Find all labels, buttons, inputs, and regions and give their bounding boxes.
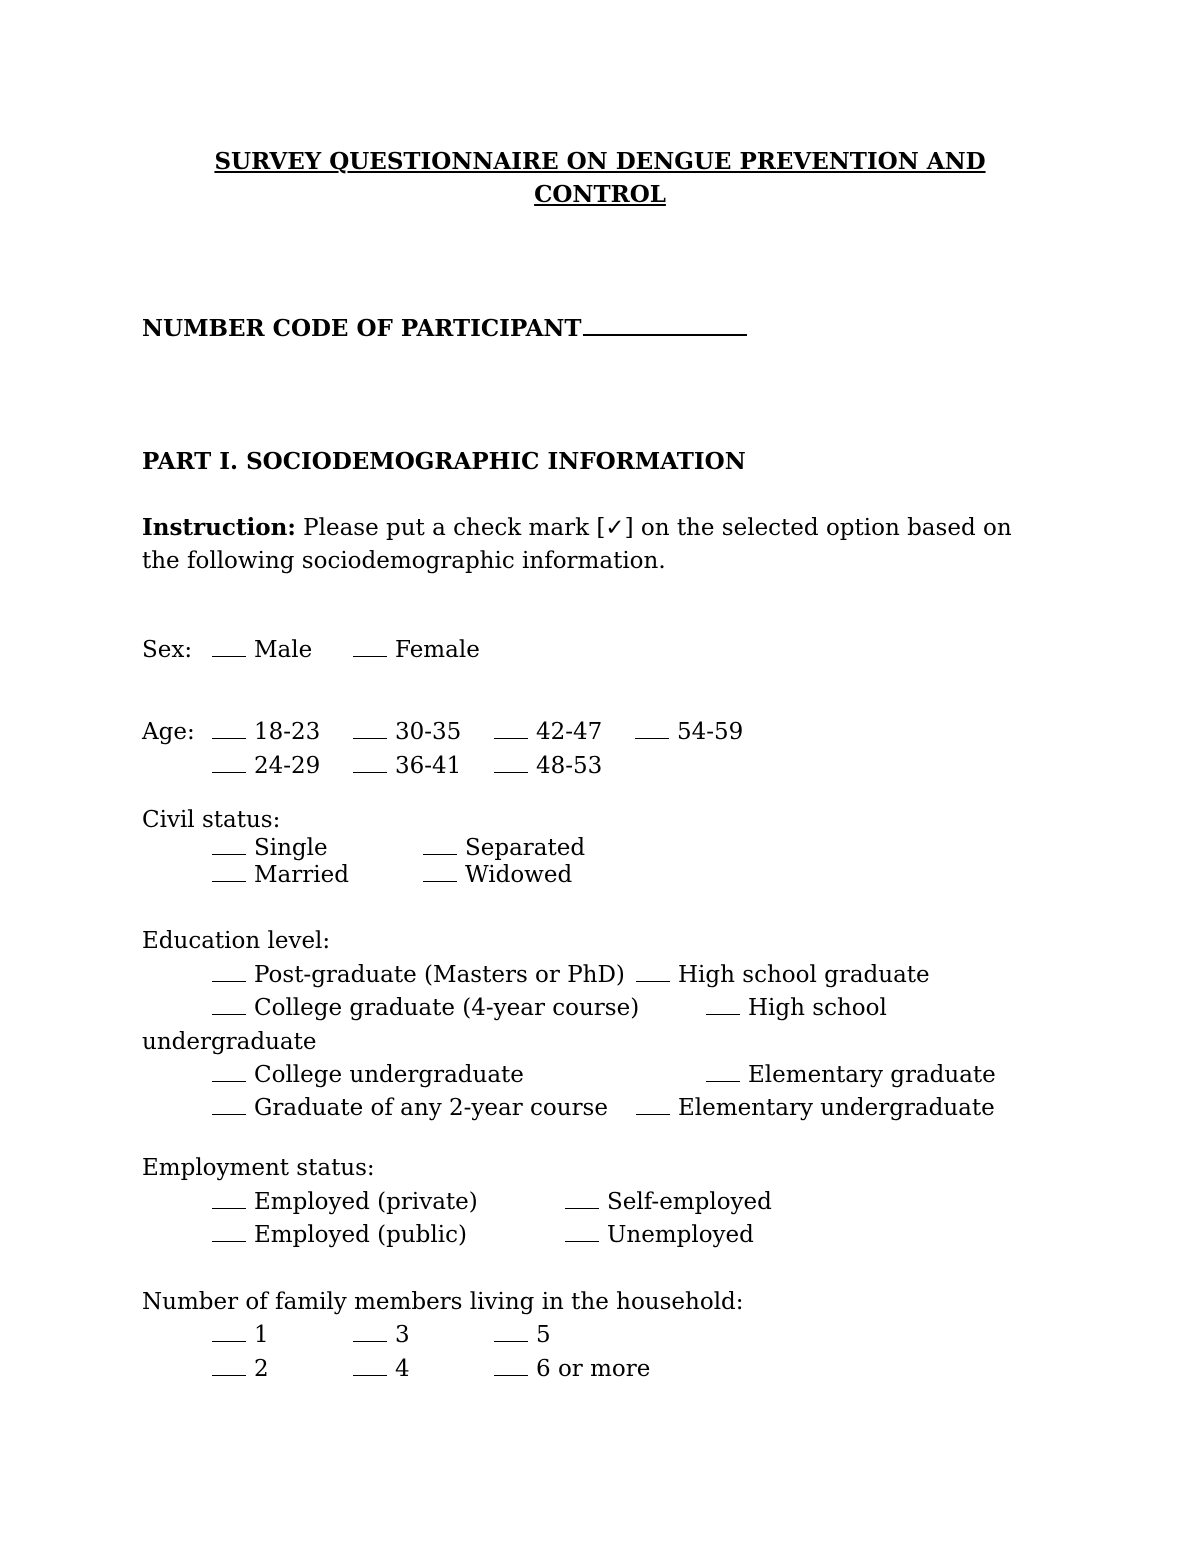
age-option-54-59[interactable] <box>635 721 743 744</box>
family-members-label: Number of family members living in the household: <box>142 1289 744 1315</box>
age-option-42-47[interactable] <box>494 721 602 744</box>
family-option-6-or-more[interactable] <box>494 1358 650 1381</box>
instruction-line-2: the following sociodemographic information. <box>142 548 666 574</box>
option-label: 6 or more <box>536 1356 651 1382</box>
family-option-1[interactable] <box>212 1324 269 1347</box>
sex-option-male[interactable] <box>212 639 312 662</box>
document-title-line-2: CONTROL <box>534 181 666 208</box>
checkbox-blank[interactable] <box>212 1113 246 1115</box>
checkbox-blank[interactable] <box>635 737 669 739</box>
option-label: 3 <box>395 1322 410 1348</box>
checkbox-blank[interactable] <box>212 1080 246 1082</box>
checkbox-blank[interactable] <box>212 1207 246 1209</box>
checkbox-blank[interactable] <box>565 1240 599 1242</box>
option-label: 4 <box>395 1356 410 1382</box>
option-label: Male <box>254 637 313 663</box>
education-label: Education level: <box>142 928 331 954</box>
checkbox-blank[interactable] <box>353 655 387 657</box>
option-label: Female <box>395 637 480 663</box>
age-option-24-29[interactable] <box>212 755 320 778</box>
option-label: 42-47 <box>536 719 603 745</box>
option-label: 1 <box>254 1322 269 1348</box>
civil-option-separated[interactable] <box>423 837 585 860</box>
education-option-college-undergraduate[interactable] <box>212 1064 524 1087</box>
employment-option-private[interactable] <box>212 1191 478 1214</box>
education-option-high-school-graduate[interactable] <box>636 964 930 987</box>
part-1-heading: PART I. SOCIODEMOGRAPHIC INFORMATION <box>142 448 746 475</box>
option-label: 24-29 <box>254 753 321 779</box>
checkbox-blank[interactable] <box>212 655 246 657</box>
checkbox-blank[interactable] <box>706 1013 740 1015</box>
participant-code-row <box>142 317 747 340</box>
education-option-elementary-graduate[interactable] <box>706 1064 996 1087</box>
option-label: Widowed <box>465 862 573 888</box>
checkbox-blank[interactable] <box>212 1240 246 1242</box>
instruction-text-1: Please put a check mark [✓] on the selected option based on <box>303 515 1012 541</box>
checkbox-blank[interactable] <box>212 880 246 882</box>
option-label: Elementary graduate <box>748 1062 996 1088</box>
option-label: High school graduate <box>678 962 930 988</box>
checkbox-blank[interactable] <box>353 1340 387 1342</box>
family-option-3[interactable] <box>353 1324 410 1347</box>
checkbox-blank[interactable] <box>636 980 670 982</box>
option-label: Unemployed <box>607 1222 754 1248</box>
checkbox-blank[interactable] <box>353 1374 387 1376</box>
checkbox-blank[interactable] <box>423 853 457 855</box>
sex-option-female[interactable] <box>353 639 480 662</box>
sex-label: Sex: <box>142 637 193 663</box>
checkbox-blank[interactable] <box>212 1013 246 1015</box>
checkbox-blank[interactable] <box>494 737 528 739</box>
checkbox-blank[interactable] <box>494 771 528 773</box>
option-label: Post-graduate (Masters or PhD) <box>254 962 625 988</box>
instruction-line-1 <box>142 516 1012 540</box>
age-label: Age: <box>142 719 195 745</box>
checkbox-blank[interactable] <box>494 1374 528 1376</box>
civil-option-single[interactable] <box>212 837 328 860</box>
checkbox-blank[interactable] <box>494 1340 528 1342</box>
option-label: High school <box>748 995 887 1021</box>
checkbox-blank[interactable] <box>212 853 246 855</box>
education-option-college-graduate[interactable] <box>212 997 639 1020</box>
option-label: College undergraduate <box>254 1062 524 1088</box>
checkbox-blank[interactable] <box>212 737 246 739</box>
option-label: 18-23 <box>254 719 321 745</box>
instruction-label: Instruction: <box>142 514 296 541</box>
employment-option-self-employed[interactable] <box>565 1191 772 1214</box>
checkbox-blank[interactable] <box>353 737 387 739</box>
employment-option-public[interactable] <box>212 1224 467 1247</box>
education-option-2-year-course[interactable] <box>212 1097 608 1120</box>
age-option-18-23[interactable] <box>212 721 320 744</box>
age-option-36-41[interactable] <box>353 755 461 778</box>
option-label: 48-53 <box>536 753 603 779</box>
checkbox-blank[interactable] <box>212 1374 246 1376</box>
option-label: Married <box>254 862 349 888</box>
education-wrap-text: undergraduate <box>142 1029 317 1055</box>
age-option-48-53[interactable] <box>494 755 602 778</box>
option-label: 30-35 <box>395 719 462 745</box>
option-label: Employed (private) <box>254 1189 478 1215</box>
document-title-line-1: SURVEY QUESTIONNAIRE ON DENGUE PREVENTION AND <box>214 148 986 175</box>
option-label: 54-59 <box>677 719 744 745</box>
family-option-4[interactable] <box>353 1358 410 1381</box>
civil-option-widowed[interactable] <box>423 864 572 887</box>
option-label: Graduate of any 2-year course <box>254 1095 608 1121</box>
employment-option-unemployed[interactable] <box>565 1224 754 1247</box>
option-label: Self-employed <box>607 1189 772 1215</box>
participant-code-blank[interactable] <box>583 333 747 336</box>
civil-status-label: Civil status: <box>142 807 281 833</box>
checkbox-blank[interactable] <box>565 1207 599 1209</box>
education-option-post-graduate[interactable] <box>212 964 625 987</box>
checkbox-blank[interactable] <box>212 1340 246 1342</box>
option-label: Separated <box>465 835 586 861</box>
option-label: Employed (public) <box>254 1222 467 1248</box>
checkbox-blank[interactable] <box>212 980 246 982</box>
option-label: Elementary undergraduate <box>678 1095 995 1121</box>
option-label: 2 <box>254 1356 269 1382</box>
checkbox-blank[interactable] <box>353 771 387 773</box>
employment-label: Employment status: <box>142 1155 375 1181</box>
option-label: 36-41 <box>395 753 462 779</box>
participant-code-label: NUMBER CODE OF PARTICIPANT <box>142 315 582 342</box>
civil-option-married[interactable] <box>212 864 349 887</box>
checkbox-blank[interactable] <box>423 880 457 882</box>
education-option-elementary-undergraduate[interactable] <box>636 1097 995 1120</box>
checkbox-blank[interactable] <box>706 1080 740 1082</box>
option-label: College graduate (4-year course) <box>254 995 640 1021</box>
family-option-2[interactable] <box>212 1358 269 1381</box>
family-option-5[interactable] <box>494 1324 551 1347</box>
checkbox-blank[interactable] <box>212 771 246 773</box>
option-label: 5 <box>536 1322 551 1348</box>
education-option-high-school-undergraduate[interactable] <box>706 997 887 1020</box>
checkbox-blank[interactable] <box>636 1113 670 1115</box>
option-label: Single <box>254 835 328 861</box>
age-option-30-35[interactable] <box>353 721 461 744</box>
